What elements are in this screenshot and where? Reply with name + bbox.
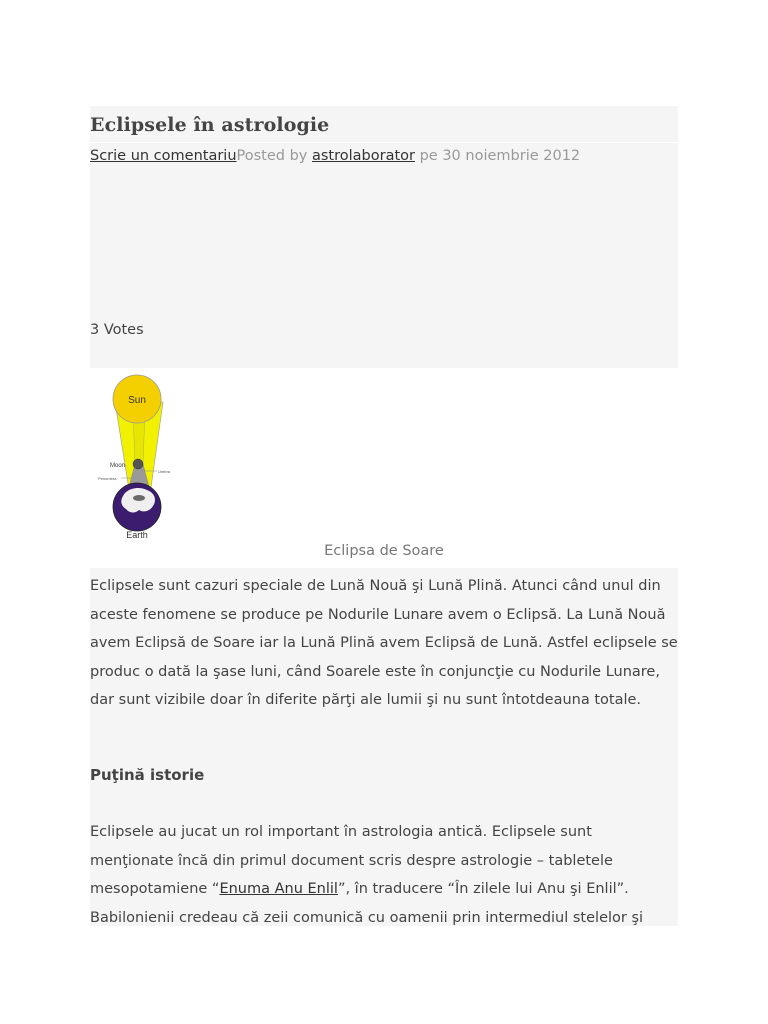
post-meta bbox=[90, 143, 678, 368]
comment-link[interactable]: Scrie un comentariu bbox=[90, 148, 237, 164]
meta-line bbox=[90, 148, 580, 164]
date-prefix: pe bbox=[419, 148, 438, 164]
title-block bbox=[90, 106, 678, 142]
solar-eclipse-diagram bbox=[95, 372, 185, 544]
eclipse-figure bbox=[90, 370, 678, 566]
history-text-start: Eclipsele au jucat un rol important în astrologia antică. Eclipsele sunt menţionate încă din primul document scris despre astrologie – tabletele mesopotamiene “ bbox=[90, 824, 613, 897]
author-link[interactable]: astrolaborator bbox=[311, 148, 415, 164]
moon-disk bbox=[133, 459, 143, 469]
penumbra-label: Penumbra bbox=[98, 476, 117, 481]
sun-label: Sun bbox=[128, 395, 146, 406]
votes-count: 3 Votes bbox=[90, 322, 144, 338]
history-paragraph bbox=[90, 818, 678, 926]
earth-label: Earth bbox=[126, 530, 148, 540]
history-text-end: ”, în traducere “În zilele lui Anu şi Enlil”. Babilonienii credeau că zeii comunică cu oamenii prin intermediul stelelor şi bbox=[90, 881, 644, 926]
article-body bbox=[90, 568, 678, 926]
page-title: Eclipsele în astrologie bbox=[90, 114, 330, 136]
intro-paragraph: Eclipsele sunt cazuri speciale de Lună Nouă şi Lună Plină. Atunci când unul din aceste fenomene se produce pe Nodurile Lunare avem o Eclipsă. La Lună Nouă avem Eclipsă de Soare iar la Lună Plină avem Eclipsă de Lună. Astfel eclipsele se produc o dată la şase luni, când Soarele este în conjuncţie cu Nodurile Lunare, dar sunt vizibile doar în diferite părţi ale lumii şi nu sunt întotdeauna totale. bbox=[90, 578, 678, 708]
moon-label: Moon bbox=[110, 463, 126, 469]
posted-by-label: Posted by bbox=[236, 148, 308, 164]
umbra-label: Umbra bbox=[158, 469, 171, 474]
section-heading: Puţină istorie bbox=[90, 766, 205, 784]
enuma-anu-enlil-link[interactable]: Enuma Anu Enlil bbox=[219, 881, 338, 897]
post-date: 30 noiembrie 2012 bbox=[442, 148, 581, 164]
earth-shadow-spot bbox=[133, 495, 145, 501]
figure-caption: Eclipsa de Soare bbox=[324, 543, 444, 559]
